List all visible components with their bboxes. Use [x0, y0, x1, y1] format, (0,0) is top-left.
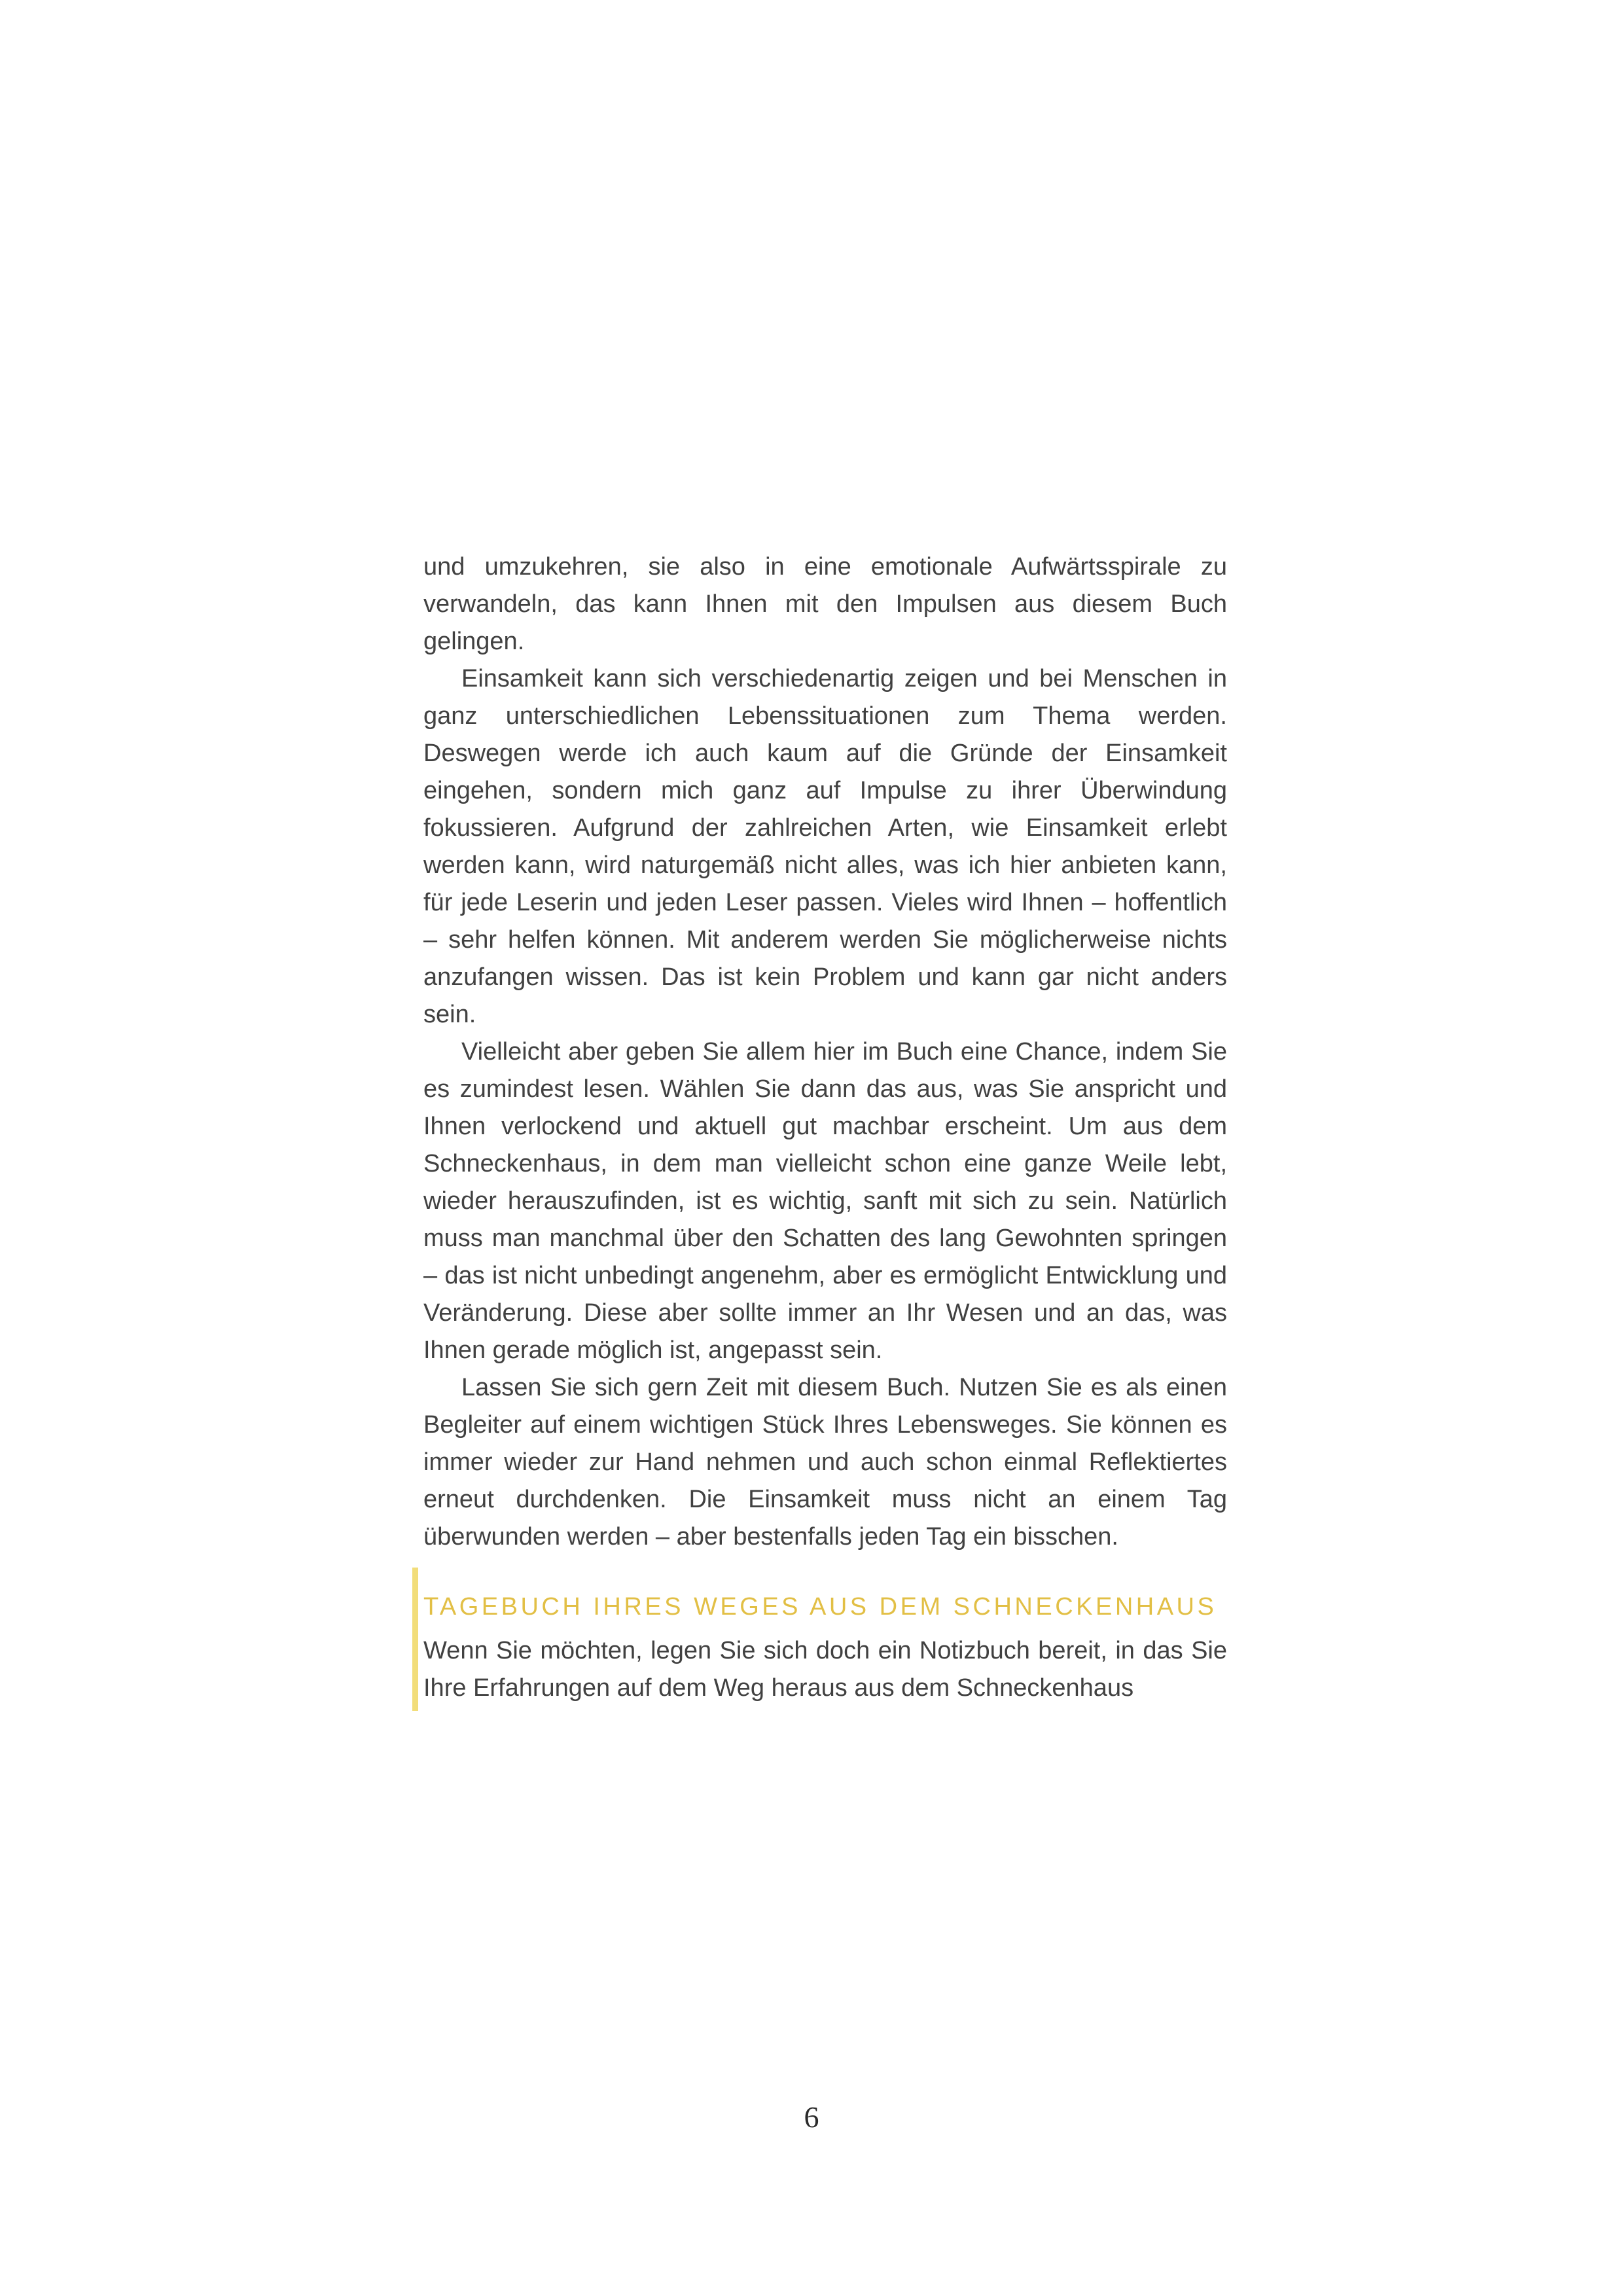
- body-paragraph: Wenn Sie möchten, legen Sie sich doch ein Notizbuch bereit, in das Sie Ihre Erfahrungen auf dem Weg heraus aus dem Schneckenhaus: [423, 1637, 1227, 1702]
- body-paragraph: Vielleicht aber geben Sie allem hier im Buch eine Chance, indem Sie es zumindest lesen. Wählen Sie dann das aus, was Sie anspricht und Ihnen verlockend und aktuell gut machbar erscheint. Um aus dem Schneckenhaus, in dem man vielleicht schon eine ganze Weile lebt, wieder herauszufinden, ist es wichtig, sanft mit sich zu sein. Natürlich muss man manchmal über den Schatten des lang Gewohnten springen – das ist nicht unbedingt angenehm, aber es ermöglicht Entwicklung und Veränderung. Diese aber sollte immer an Ihr Wesen und an das, was Ihnen gerade möglich ist, angepasst sein.: [423, 1038, 1227, 1364]
- journal-section: [423, 1588, 1227, 1707]
- body-paragraph: Lassen Sie sich gern Zeit mit diesem Buch. Nutzen Sie es als einen Begleiter auf einem wichtigen Stück Ihres Lebensweges. Sie können es immer wieder zur Hand nehmen und auch schon einmal Reflektiertes erneut durchdenken. Die Einsamkeit muss nicht an einem Tag überwunden werden – aber bestenfalls jeden Tag ein bisschen.: [423, 1374, 1227, 1551]
- page-number: 6: [804, 2100, 819, 2134]
- section-heading: TAGEBUCH IHRES WEGES AUS DEM SCHNECKENHAUS: [423, 1593, 1217, 1621]
- accent-bar: [412, 1568, 418, 1711]
- body-paragraph: und umzukehren, sie also in eine emotionale Aufwärtsspirale zu verwandeln, das kann Ihnen mit den Impulsen aus diesem Buch gelingen.: [423, 553, 1227, 655]
- text-block: [423, 548, 1227, 1707]
- body-paragraph: Einsamkeit kann sich verschiedenartig zeigen und bei Menschen in ganz unterschiedlichen Lebenssituationen zum Thema werden. Deswegen werde ich auch kaum auf die Gründe der Einsamkeit eingehen, sondern mich ganz auf Impulse zu ihrer Überwindung fokussieren. Aufgrund der zahlreichen Arten, wie Einsamkeit erlebt werden kann, wird naturgemäß nicht alles, was ich hier anbieten kann, für jede Leserin und jeden Leser passen. Vieles wird Ihnen – hoffentlich – sehr helfen können. Mit anderem werden Sie möglicherweise nichts anzufangen wissen. Das ist kein Problem und kann gar nicht anders sein.: [423, 665, 1227, 1028]
